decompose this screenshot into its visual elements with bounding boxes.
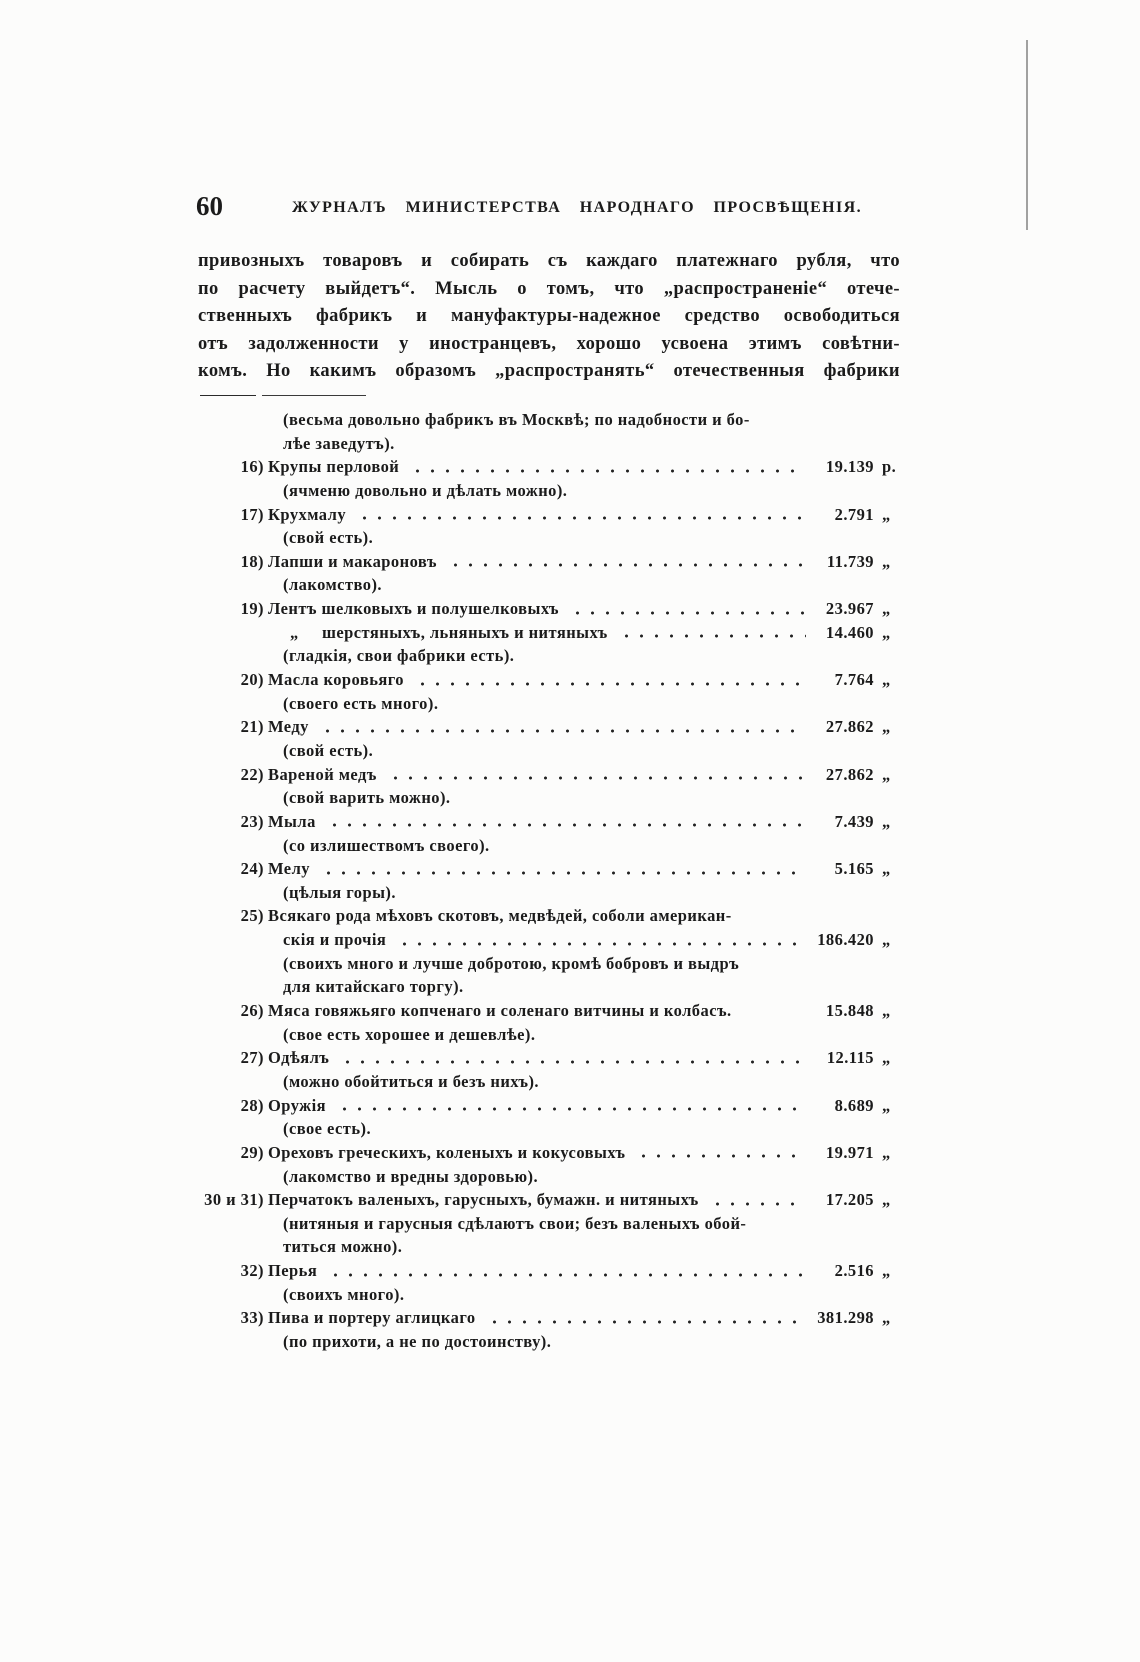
- separator-rule-thin: [262, 395, 366, 396]
- entry-number: 27): [240, 1048, 264, 1068]
- note-text: (свое есть хорошее и дешевлѣе).: [283, 1024, 536, 1044]
- note-text: (весьма довольно фабрикъ въ Москвѣ; по надобности и бо-: [283, 410, 750, 429]
- entry-name: Мяса говяжьяго копченаго и соленаго витчины и колбасъ.: [268, 1001, 732, 1021]
- list-entry: [0, 1306, 1140, 1330]
- entry-name: Одѣялъ: [268, 1048, 330, 1068]
- entry-number: 18): [240, 551, 264, 571]
- note-line: [0, 1283, 1140, 1307]
- dot-leader: [317, 715, 806, 739]
- entry-unit: „: [882, 1048, 891, 1068]
- paragraph-line: ственныхъ фабрикъ и мануфактуры-надежное средство освободиться: [198, 306, 900, 326]
- entry-name: Всякаго рода мѣховъ скотовъ, медвѣдей, соболи американ-: [268, 906, 732, 926]
- paragraph-line: комъ. Но какимъ образомъ „распространять“ отечественныя фабрики: [198, 361, 900, 381]
- entry-value: 12.115: [826, 1048, 874, 1068]
- entry-name: Лентъ шелковыхъ и полушелковыхъ: [268, 599, 559, 619]
- dot-leader: [445, 550, 806, 574]
- entry-value: 381.298: [817, 1308, 874, 1328]
- entry-unit: „: [882, 717, 891, 737]
- paragraph-line: привозныхъ товаровъ и собирать съ каждаго платежнаго рубля, что: [198, 251, 900, 271]
- entry-value: 186.420: [817, 930, 874, 950]
- note-line: [0, 479, 1140, 503]
- entry-number: 21): [240, 717, 264, 737]
- note-text: лѣе заведутъ).: [283, 433, 395, 453]
- entry-unit: „: [882, 1095, 891, 1115]
- list-entry: [0, 668, 1140, 692]
- note-line: [0, 1165, 1140, 1189]
- dot-leader: [616, 621, 806, 645]
- entry-value: 5.165: [834, 859, 874, 879]
- entry-value: 19.139: [825, 457, 874, 477]
- entry-unit: „: [882, 859, 891, 879]
- list-entry: [0, 810, 1140, 834]
- body-paragraph: [198, 248, 900, 386]
- entry-name: Мелу: [268, 859, 310, 879]
- entry-number: 30 и 31): [204, 1190, 264, 1210]
- entry-name: Крупы перловой: [268, 457, 400, 477]
- entry-number: 16): [240, 457, 264, 477]
- entry-name: Масла коровьяго: [268, 670, 404, 690]
- entry-value: 27.862: [825, 717, 874, 737]
- entry-value: 2.791: [834, 504, 874, 524]
- entry-value: 14.460: [825, 622, 874, 642]
- entry-unit: р.: [882, 457, 897, 477]
- list-entry: [0, 904, 1140, 928]
- list-entry: [0, 1046, 1140, 1070]
- entry-unit: „: [882, 599, 891, 619]
- list-entry: [0, 455, 1140, 479]
- dot-leader: [394, 928, 806, 952]
- entry-value: 11.739: [826, 551, 874, 571]
- entry-number: 32): [240, 1261, 264, 1281]
- note-line: [0, 1212, 1140, 1236]
- note-line: [0, 975, 1140, 999]
- note-text: (свой есть).: [283, 528, 374, 548]
- entry-unit: „: [882, 811, 891, 831]
- note-line: [0, 1117, 1140, 1141]
- entry-number: 20): [240, 670, 264, 690]
- entry-name: Вареной медъ: [268, 764, 377, 784]
- list-entry: [0, 1188, 1140, 1212]
- dot-leader: [633, 1141, 806, 1165]
- entry-number: 33): [240, 1308, 264, 1328]
- entry-name: Перья: [268, 1261, 318, 1281]
- entry-name: шерстяныхъ, льняныхъ и нитяныхъ: [322, 622, 608, 642]
- note-line: [0, 786, 1140, 810]
- entry-number: 19): [240, 599, 264, 619]
- note-line: [0, 952, 1140, 976]
- note-text: (своихъ много).: [283, 1284, 405, 1304]
- entry-unit: „: [882, 670, 891, 690]
- note-text: (по прихоти, а не по достоинству).: [283, 1331, 552, 1351]
- list-entry: [0, 763, 1140, 787]
- entry-name: Перчатокъ валеныхъ, гарусныхъ, бумажн. и нитяныхъ: [268, 1190, 699, 1210]
- entry-name: Ореховъ греческихъ, коленыхъ и кокусовыхъ: [268, 1142, 626, 1162]
- dot-leader: [318, 857, 806, 881]
- note-text: титься можно).: [283, 1237, 403, 1257]
- dot-leader: [707, 1188, 806, 1212]
- dot-leader: [324, 810, 806, 834]
- entry-unit: „: [882, 930, 891, 950]
- entry-number: 24): [240, 859, 264, 879]
- list-entry: [0, 999, 1140, 1023]
- entry-name: Меду: [268, 717, 309, 737]
- entry-name: Крухмалу: [268, 504, 347, 524]
- scan-page-edge: [1026, 40, 1028, 230]
- entry-value: 27.862: [825, 764, 874, 784]
- note-text: (цѣлыя горы).: [283, 882, 396, 902]
- note-line: [0, 432, 1140, 456]
- separator-rule: [200, 395, 256, 396]
- list-entry: [0, 550, 1140, 574]
- entry-number: 26): [240, 1001, 264, 1021]
- note-text: для китайскаго торгу).: [283, 977, 464, 997]
- entry-number: 17): [240, 504, 264, 524]
- dot-leader: [354, 503, 806, 527]
- continuation-line: [0, 928, 1140, 952]
- entry-name: Пива и портеру аглицкаго: [268, 1308, 476, 1328]
- list-entry: [0, 503, 1140, 527]
- continuation-line: [0, 621, 1140, 645]
- entry-name: Оружія: [268, 1095, 327, 1115]
- list-entry: [0, 1141, 1140, 1165]
- entry-unit: „: [882, 1190, 891, 1210]
- list-entry: [0, 1259, 1140, 1283]
- entry-value: 15.848: [825, 1001, 874, 1021]
- goods-list: [0, 408, 1140, 1354]
- entry-value: 2.516: [834, 1261, 874, 1281]
- note-line: [0, 644, 1140, 668]
- paragraph-line: отъ задолженности у иностранцевъ, хорошо усвоена этимъ совѣтни-: [198, 333, 900, 354]
- note-line: [0, 573, 1140, 597]
- note-line: [0, 1070, 1140, 1094]
- leader-gap: [732, 999, 812, 1023]
- entry-value: 17.205: [825, 1190, 874, 1210]
- list-entry: [0, 715, 1140, 739]
- note-text: (свой есть).: [283, 740, 374, 760]
- entry-number: 22): [240, 764, 264, 784]
- entry-unit: „: [882, 764, 891, 784]
- entry-value: 7.764: [834, 670, 874, 690]
- dot-leader: [567, 597, 806, 621]
- dot-leader: [385, 763, 806, 787]
- entry-unit: „: [882, 1142, 891, 1162]
- dot-leader: [334, 1094, 806, 1118]
- dot-leader: [325, 1259, 806, 1283]
- note-line: [0, 526, 1140, 550]
- note-line: [0, 1023, 1140, 1047]
- entry-number: 29): [240, 1142, 264, 1162]
- entry-number: 28): [240, 1095, 264, 1115]
- page-number: 60: [196, 191, 223, 221]
- entry-unit: „: [882, 504, 891, 524]
- entry-unit: „: [882, 622, 891, 642]
- note-line: [0, 1235, 1140, 1259]
- entry-value: 8.689: [834, 1095, 874, 1115]
- note-text: (можно обойтиться и безъ нихъ).: [283, 1071, 539, 1091]
- note-text: (ячменю довольно и дѣлать можно).: [283, 480, 568, 500]
- list-entry: [0, 597, 1140, 621]
- entry-value: 19.971: [825, 1142, 874, 1162]
- entry-name: скія и прочія: [283, 930, 387, 950]
- note-text: (лакомство).: [283, 575, 382, 595]
- entry-name: Лапши и макароновъ: [268, 551, 437, 571]
- note-text: (гладкія, свои фабрики есть).: [283, 646, 515, 666]
- note-text: (лакомство и вредны здоровью).: [283, 1166, 539, 1186]
- list-entry: [0, 857, 1140, 881]
- entry-unit: „: [882, 551, 891, 571]
- ditto-mark: „: [290, 622, 299, 642]
- entry-name: Мыла: [268, 811, 316, 831]
- entry-number: 25): [240, 906, 264, 926]
- note-text: (со излишествомъ своего).: [283, 835, 490, 855]
- note-line: [0, 834, 1140, 858]
- entry-unit: „: [882, 1308, 891, 1328]
- paragraph-line: по расчету выйдетъ“. Мысль о томъ, что „распространеніе“ отече-: [198, 278, 900, 299]
- note-text: (своего есть много).: [283, 693, 439, 713]
- dot-leader: [412, 668, 806, 692]
- note-line: [0, 739, 1140, 763]
- note-line: [0, 881, 1140, 905]
- note-line: [0, 408, 1140, 432]
- entry-value: 23.967: [825, 599, 874, 619]
- dot-leader: [407, 455, 806, 479]
- note-text: (своихъ много и лучше добротою, кромѣ бобровъ и выдръ: [283, 953, 740, 973]
- list-entry: [0, 1094, 1140, 1118]
- dot-leader: [337, 1046, 806, 1070]
- entry-number: 23): [240, 811, 264, 831]
- note-text: (свое есть).: [283, 1119, 372, 1139]
- note-line: [0, 1330, 1140, 1354]
- running-title: ЖУРНАЛЪ МИНИСТЕРСТВА НАРОДНАГО ПРОСВѢЩЕНІЯ.: [292, 199, 862, 216]
- note-text: (свой варить можно).: [283, 788, 451, 808]
- note-text: (нитяныя и гарусныя сдѣлаютъ свои; безъ валеныхъ обой-: [283, 1213, 747, 1233]
- entry-unit: „: [882, 1001, 891, 1021]
- entry-value: 7.439: [834, 811, 874, 831]
- note-line: [0, 692, 1140, 716]
- dot-leader: [484, 1306, 806, 1330]
- entry-unit: „: [882, 1261, 891, 1281]
